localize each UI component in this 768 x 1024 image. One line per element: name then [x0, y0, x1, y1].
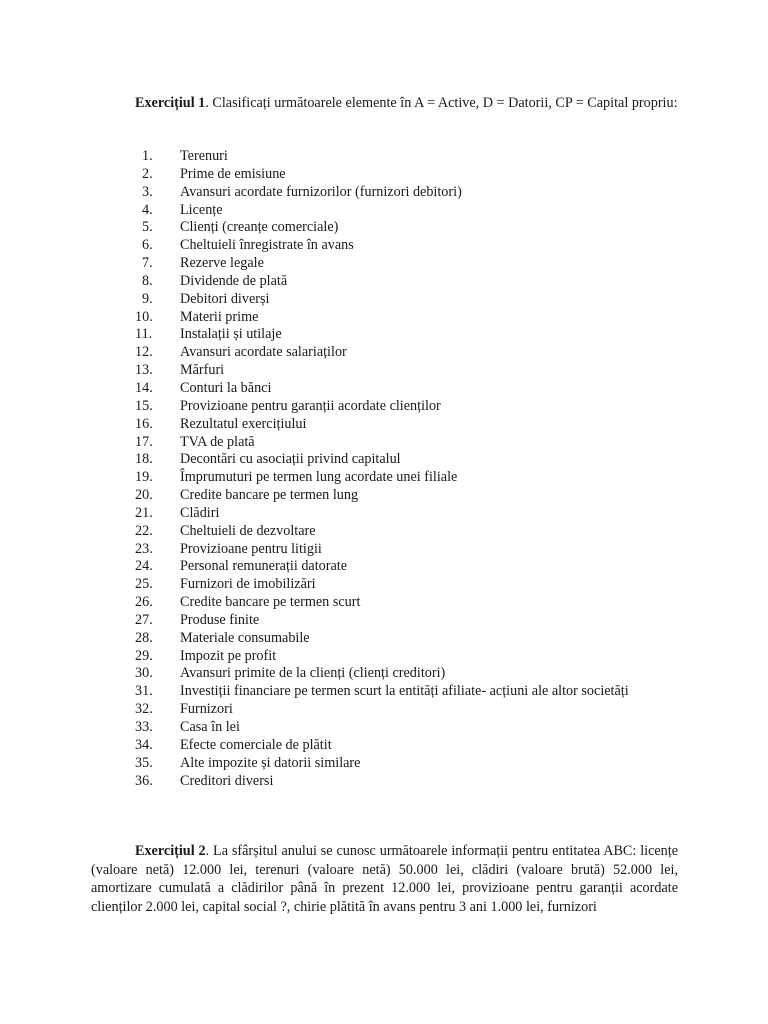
list-item — [135, 344, 629, 362]
list-item-text: Provizioane pentru litigii — [180, 540, 322, 557]
list-item-text: Alte impozite și datorii similare — [180, 754, 361, 771]
list-item — [135, 755, 629, 773]
list-item-number: 12. — [135, 344, 153, 361]
exercise-2-line — [91, 842, 678, 916]
list-item — [135, 665, 629, 683]
list-item-number: 28. — [135, 629, 153, 646]
list-item — [135, 451, 629, 469]
list-item — [135, 326, 629, 344]
list-item-number: 29. — [135, 647, 153, 664]
list-item-number: 24. — [135, 558, 153, 575]
list-item — [135, 737, 629, 755]
list-item-text: Decontări cu asociații privind capitalul — [180, 451, 401, 468]
list-item-text: Materiale consumabile — [180, 629, 310, 646]
list-item-text: Licențe — [180, 201, 223, 218]
exercise-1-line — [91, 94, 678, 113]
list-item-text: Terenuri — [180, 148, 228, 164]
list-item-number: 30. — [135, 665, 153, 682]
list-item — [135, 469, 629, 487]
list-item-number: 14. — [135, 379, 153, 396]
list-item-text: Furnizori — [180, 701, 233, 718]
list-item — [135, 237, 629, 255]
list-item — [135, 166, 629, 184]
list-item — [135, 594, 629, 612]
list-item-number: 5. — [142, 219, 153, 236]
list-item — [135, 380, 629, 398]
list-item — [135, 683, 629, 701]
list-item — [135, 541, 629, 559]
list-item-text: Prime de emisiune — [180, 165, 286, 182]
list-item-number: 17. — [135, 433, 153, 450]
list-item-number: 20. — [135, 487, 153, 504]
list-item-text: Investiții financiare pe termen scurt la entități afiliate- acțiuni ale altor societăți — [180, 683, 629, 700]
list-item-number: 34. — [135, 736, 153, 753]
list-item — [135, 219, 629, 237]
list-item-text: Cheltuieli înregistrate în avans — [180, 237, 354, 254]
list-item — [135, 523, 629, 541]
list-item-number: 16. — [135, 415, 153, 432]
list-item — [135, 612, 629, 630]
list-item-number: 31. — [135, 683, 153, 700]
list-item-number: 32. — [135, 701, 153, 718]
list-item-text: Impozit pe profit — [180, 647, 277, 664]
exercise-1-intro: . Clasificați următoarele elemente în A = Active, D = Datorii, CP = Capital propriu: — [205, 95, 678, 111]
list-item-number: 9. — [142, 290, 153, 307]
list-item-number: 25. — [135, 576, 153, 593]
list-item-text: Materii prime — [180, 308, 259, 325]
list-item-number: 18. — [135, 451, 153, 468]
list-item-number: 35. — [135, 754, 153, 771]
list-item — [135, 505, 629, 523]
list-item-number: 36. — [135, 772, 153, 789]
list-item-text: Furnizori de imobilizări — [180, 576, 316, 593]
list-item — [135, 576, 629, 594]
list-item — [135, 558, 629, 576]
list-item — [135, 773, 629, 791]
list-item — [135, 630, 629, 648]
list-item — [135, 434, 629, 452]
list-item-text: Împrumuturi pe termen lung acordate unei filiale — [180, 469, 458, 486]
list-item — [135, 487, 629, 505]
list-item-text: Efecte comerciale de plătit — [180, 736, 332, 753]
list-item — [135, 648, 629, 666]
list-item-number: 8. — [142, 272, 153, 289]
list-item — [135, 202, 629, 220]
list-item-text: Conturi la bănci — [180, 379, 272, 396]
list-item-number: 11. — [135, 326, 153, 343]
list-item-number: 15. — [135, 397, 153, 414]
list-item-text: Avansuri acordate furnizorilor (furnizori debitori) — [180, 183, 462, 200]
list-item-text: Cheltuieli de dezvoltare — [180, 522, 316, 539]
list-item-text: Produse finite — [180, 611, 260, 628]
list-item-number: 1. — [142, 148, 153, 164]
list-item-text: Clienți (creanțe comerciale) — [180, 219, 339, 236]
exercise-2-statement — [91, 842, 678, 916]
list-item-number: 2. — [142, 165, 153, 182]
list-item — [135, 148, 629, 166]
list-item-number: 27. — [135, 611, 153, 628]
list-item-number: 33. — [135, 719, 153, 735]
list-item-text: Avansuri acordate salariaților — [180, 344, 347, 361]
list-item-number: 3. — [142, 183, 153, 200]
list-item-number: 26. — [135, 594, 153, 611]
exercise-1-title: Exercițiul 1 — [135, 95, 206, 111]
exercise-1-item-list — [135, 148, 629, 790]
list-item-text: Debitori diverși — [180, 290, 270, 307]
list-item-text: Credite bancare pe termen scurt — [180, 594, 361, 611]
list-item-text: Rezerve legale — [180, 255, 264, 272]
list-item — [135, 273, 629, 291]
list-item-number: 4. — [142, 201, 153, 218]
list-item-number: 22. — [135, 522, 153, 539]
list-item — [135, 362, 629, 380]
list-item-text: TVA de plată — [180, 433, 255, 450]
list-item — [135, 255, 629, 273]
list-item-text: Mărfuri — [180, 362, 225, 379]
list-item-number: 6. — [142, 237, 153, 254]
list-item-number: 7. — [142, 255, 153, 272]
list-item-number: 23. — [135, 540, 153, 557]
list-item — [135, 184, 629, 202]
list-item-text: Provizioane pentru garanții acordate clienților — [180, 397, 441, 414]
list-item-text: Instalații și utilaje — [180, 326, 282, 343]
list-item-text: Dividende de plată — [180, 272, 288, 289]
list-item — [135, 416, 629, 434]
list-item-text: Rezultatul exercițiului — [180, 415, 307, 432]
list-item-number: 10. — [135, 308, 153, 325]
list-item — [135, 291, 629, 309]
exercise-2-title: Exercițiul 2 — [135, 843, 206, 859]
list-item — [135, 398, 629, 416]
list-item-number: 13. — [135, 362, 153, 379]
list-item-text: Credite bancare pe termen lung — [180, 487, 359, 504]
list-item-number: 19. — [135, 469, 153, 486]
list-item — [135, 719, 629, 737]
list-item-text: Creditori diversi — [180, 772, 274, 789]
list-item — [135, 309, 629, 327]
list-item-text: Clădiri — [180, 504, 220, 521]
exercise-1-statement — [91, 94, 678, 113]
list-item — [135, 701, 629, 719]
list-item-text: Avansuri primite de la clienți (clienți creditori) — [180, 665, 446, 682]
exercise-2-intro: . La sfârșitul anului se cunosc următoarele informații pentru entitatea ABC: licențe (valoare netă) 12.000 lei, terenuri (valoare netă) 50.000 lei, clădiri (valoare brută) 52.000 lei, amortizare cumulată a clădirilor până în prezent 12.000 lei, provizioane pentru garanții acordate clienților 2.000 lei, capital social ?, chirie plătită în avans pentru 3 ani 1.000 lei, furnizori — [91, 843, 678, 915]
list-item-number: 21. — [135, 504, 153, 521]
list-item-text: Personal remunerații datorate — [180, 558, 348, 575]
list-item-text: Casa în lei — [180, 719, 240, 735]
